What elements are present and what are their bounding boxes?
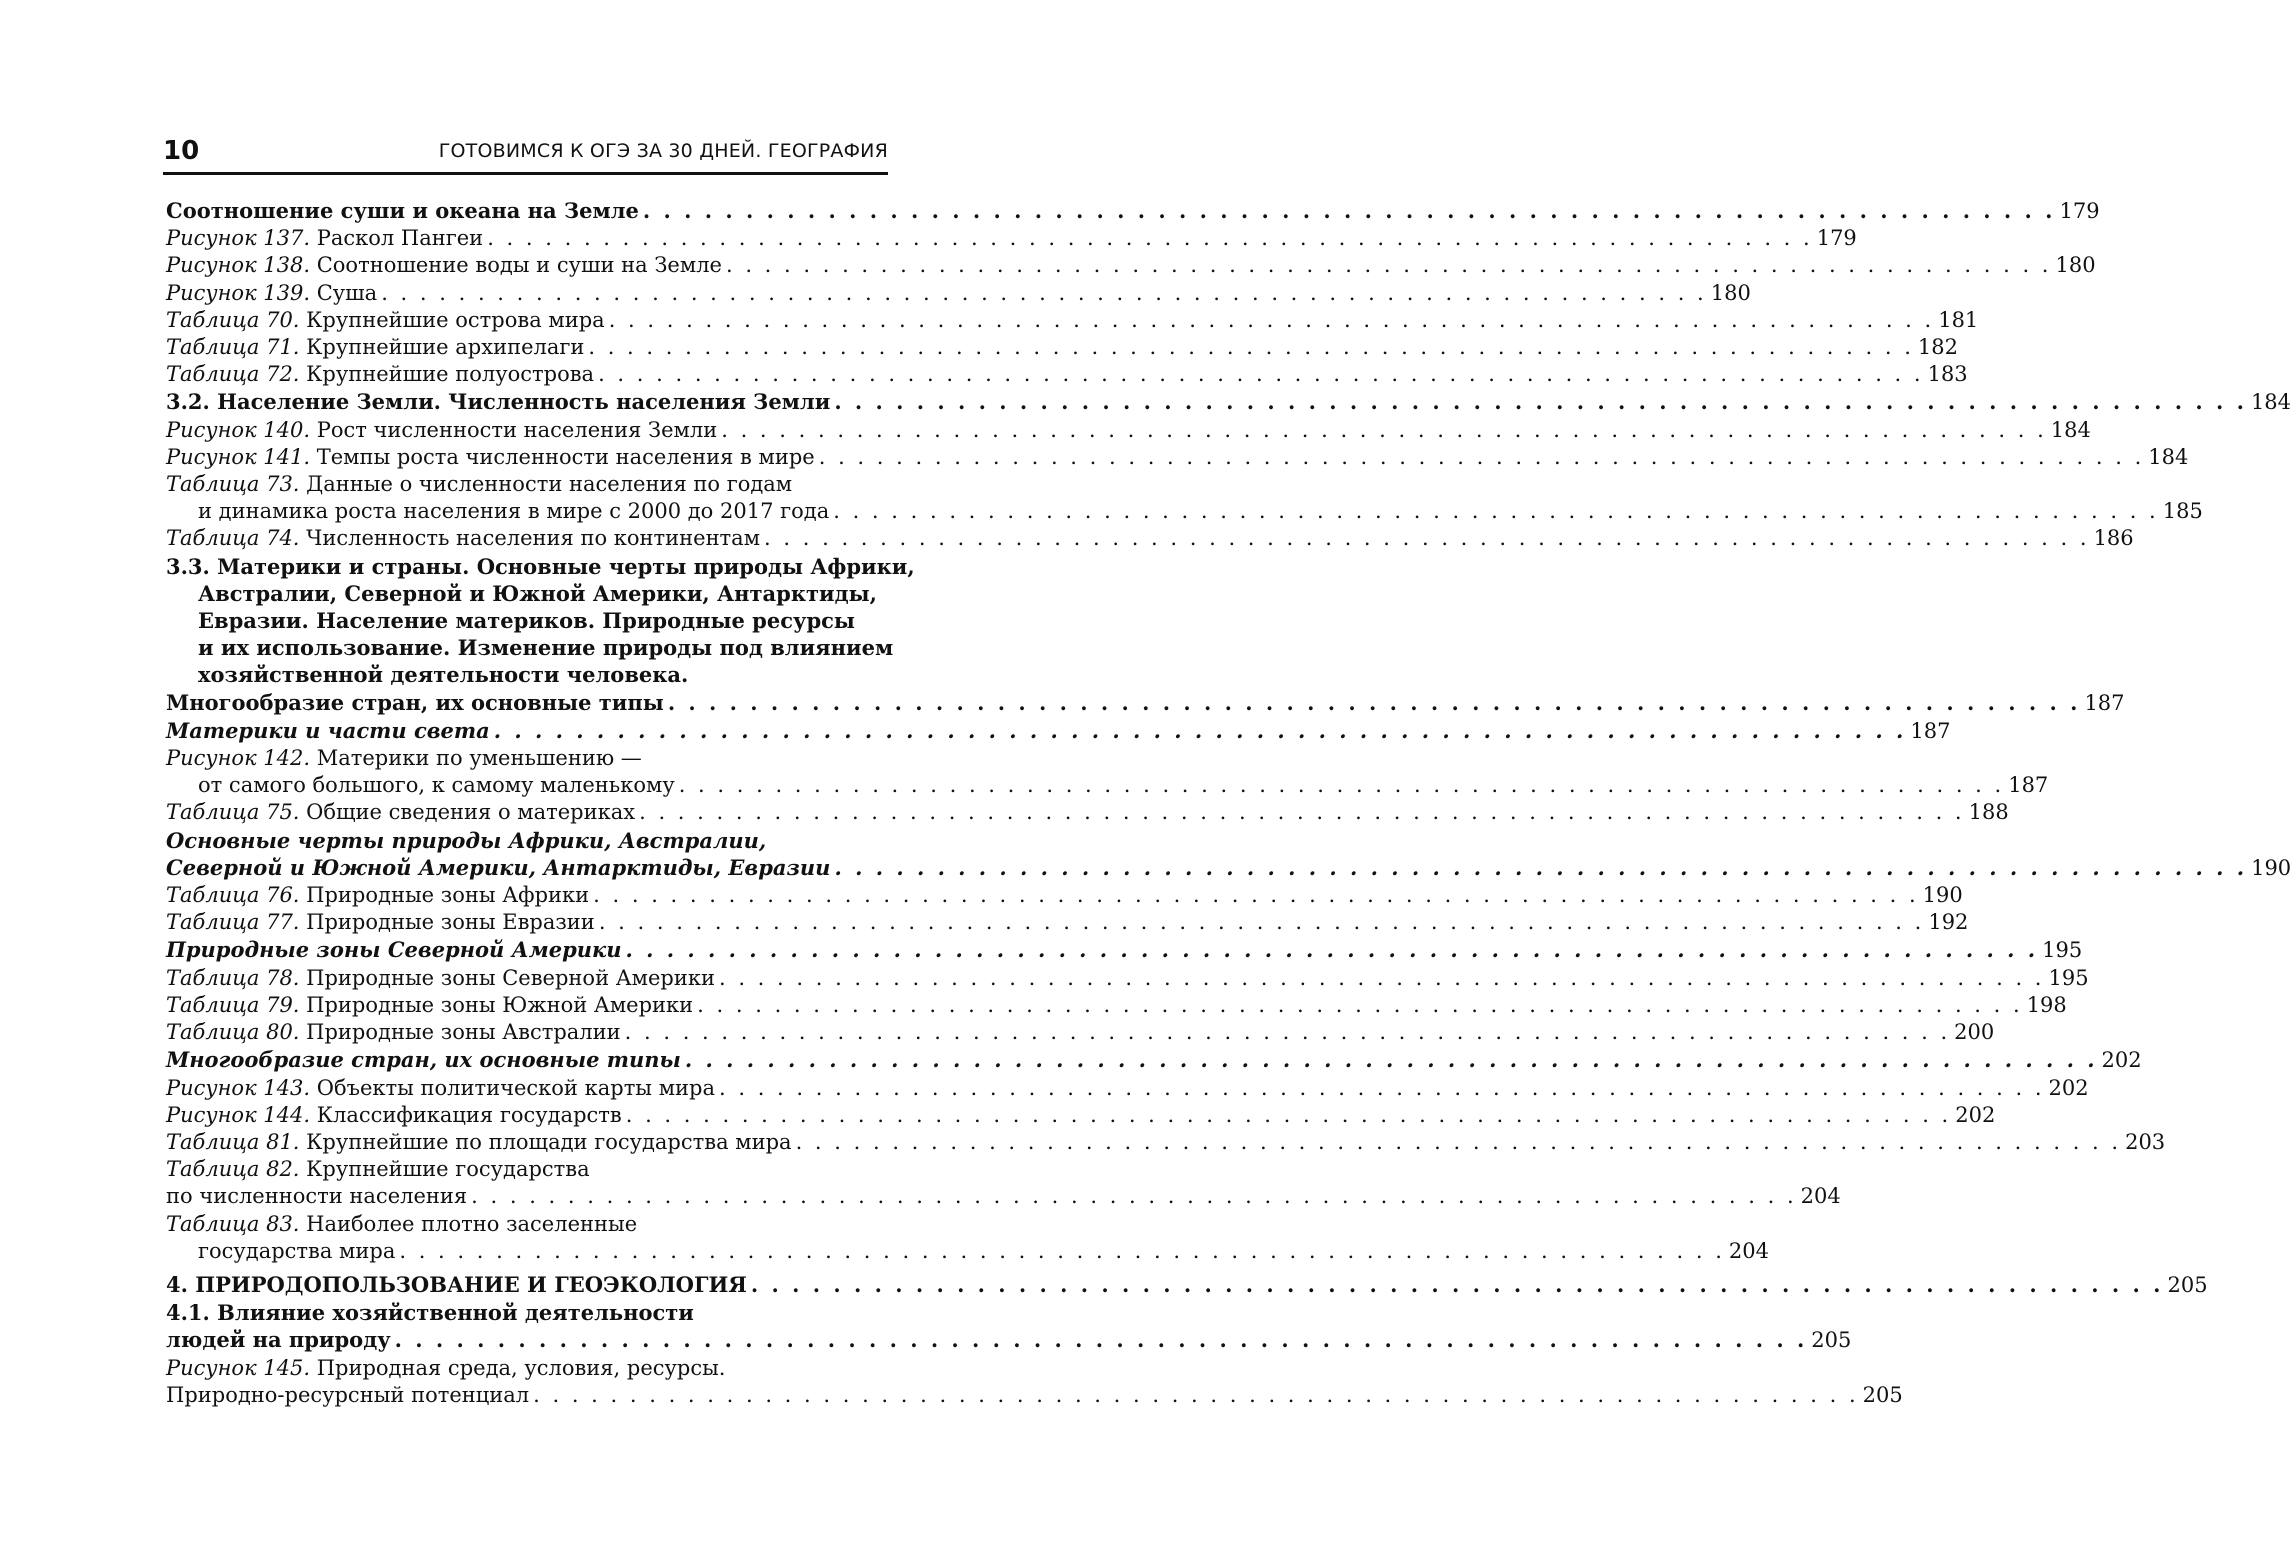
toc-entry-text (166, 280, 377, 307)
toc-line (166, 1299, 888, 1326)
dot-leader: . . . . . . . . . . . . . . . . . . . . . . . . . . . . . . . . . . . . . . . . . . . . . . . . . . . . . . . . . . . . . . . . . . . . . (394, 1327, 1808, 1353)
entry-title: Природные зоны Северной Америки (299, 965, 715, 990)
figure-table-label: Таблица 78. (166, 965, 300, 990)
entry-title: Соотношение воды и суши на Земле (310, 253, 722, 278)
toc-entry[interactable] (166, 909, 1969, 936)
toc-entry[interactable] (166, 936, 2083, 964)
toc-entry[interactable] (166, 992, 2067, 1019)
dot-leader: . . . . . . . . . . . . . . . . . . . . . . . . . . . . . . . . . . . . . . . . . . . . . . . . . . . . . . . . . . . . . . . . . . . . . (834, 389, 2247, 415)
toc-entry-text: Многообразие стран, их основные типы (166, 1047, 681, 1073)
figure-table-label: Таблица 82. (166, 1157, 300, 1182)
toc-line (166, 1382, 1903, 1409)
dot-leader: . . . . . . . . . . . . . . . . . . . . . . . . . . . . . . . . . . . . . . . . . . . . . . . . . . . . . . . . . . . . . . . . . . . . . (608, 307, 1935, 332)
figure-table-label: Таблица 71. (166, 335, 300, 360)
dot-leader: . . . . . . . . . . . . . . . . . . . . . . . . . . . . . . . . . . . . . . . . . . . . . . . . . . . . . . . . . . . . . . . . . . . . . (833, 499, 2159, 524)
entry-title: Крупнейшие острова мира (299, 307, 605, 332)
toc-line (166, 1046, 2142, 1074)
toc-entry-text (166, 1129, 792, 1156)
entry-title: Природная среда, условия, ресурсы. (310, 1355, 726, 1380)
dot-leader: . . . . . . . . . . . . . . . . . . . . . . . . . . . . . . . . . . . . . . . . . . . . . . . . . . . . . . . . . . . . . . . . . . . . . (719, 1075, 2045, 1100)
toc-page-number: 181 (1938, 307, 1979, 332)
toc-entry-text: 4. ПРИРОДОПОЛЬЗОВАНИЕ И ГЕОЭКОЛОГИЯ (166, 1271, 747, 1297)
toc-line (166, 1129, 2166, 1156)
figure-table-label: Рисунок 138. (166, 253, 311, 278)
toc-entry[interactable] (166, 1102, 1996, 1129)
toc-entry-text (166, 225, 483, 252)
toc-page-number: 179 (1816, 226, 1857, 251)
entry-title: Наиболее плотно заселенные (299, 1211, 638, 1236)
toc-page-number: 184 (2050, 417, 2091, 442)
figure-table-label: Рисунок 140. (166, 417, 311, 442)
toc-entry[interactable] (166, 444, 2189, 471)
toc-line (166, 634, 894, 661)
toc-page-number: 185 (2162, 499, 2203, 524)
toc-line (166, 417, 2091, 444)
toc-entry[interactable] (166, 882, 1963, 909)
dot-leader: . . . . . . . . . . . . . . . . . . . . . . . . . . . . . . . . . . . . . . . . . . . . . . . . . . . . . . . . . . . . . . . . . . . . . (678, 773, 2005, 798)
toc-line (166, 854, 2291, 882)
toc-entry-text (166, 1019, 621, 1046)
toc-line (166, 827, 888, 854)
dot-leader: . . . . . . . . . . . . . . . . . . . . . . . . . . . . . . . . . . . . . . . . . . . . . . . . . . . . . . . . . . . . . . . . . . . . . (642, 198, 2056, 223)
toc-entry-text: Соотношение суши и океана на Земле (166, 198, 639, 223)
toc-entry[interactable] (166, 745, 2049, 799)
page-header (163, 133, 888, 173)
dot-leader: . . . . . . . . . . . . . . . . . . . . . . . . . . . . . . . . . . . . . . . . . . . . . . . . . . . . . . . . . . . . . . . . . . . . . (818, 444, 2145, 469)
figure-table-label: Рисунок 137. (166, 226, 311, 251)
toc-line (166, 1075, 2089, 1102)
figure-table-label: Рисунок 142. (166, 746, 311, 771)
toc-line (166, 1183, 1841, 1210)
toc-line (166, 361, 1968, 388)
toc-entry[interactable] (166, 965, 2089, 992)
toc-entry-text: хозяйственной деятельности человека. (198, 662, 689, 688)
dot-leader: . . . . . . . . . . . . . . . . . . . . . . . . . . . . . . . . . . . . . . . . . . . . . . . . . . . . . . . . . . . . . . . . . . . . . (625, 937, 2039, 963)
toc-entry-text: 4.1. Влияние хозяйственной деятельности (166, 1300, 694, 1326)
toc-page-number: 187 (2084, 690, 2125, 715)
toc-entry-text: Северной и Южной Америки, Антарктиды, Евразии (166, 854, 831, 880)
toc-line (166, 936, 2083, 964)
toc-line (166, 882, 1963, 909)
entry-title: Природные зоны Южной Америки (299, 992, 694, 1017)
toc-entry-text: государства мира (198, 1238, 396, 1263)
toc-page-number: 186 (2093, 526, 2134, 551)
toc-entry[interactable] (166, 307, 1979, 334)
dot-leader: . . . . . . . . . . . . . . . . . . . . . . . . . . . . . . . . . . . . . . . . . . . . . . . . . . . . . . . . . . . . . . . . . . . . . (399, 1238, 1725, 1263)
toc-entry[interactable] (166, 252, 2096, 279)
toc-entry[interactable] (166, 525, 2134, 552)
dot-leader: . . . . . . . . . . . . . . . . . . . . . . . . . . . . . . . . . . . . . . . . . . . . . . . . . . . . . . . . . . . . . . . . . . . . . (834, 854, 2248, 880)
toc-entry-text: по численности населения (166, 1184, 468, 1209)
dot-leader: . . . . . . . . . . . . . . . . . . . . . . . . . . . . . . . . . . . . . . . . . . . . . . . . . . . . . . . . . . . . . . . . . . . . . (721, 417, 2047, 442)
toc-entry[interactable] (166, 1019, 1995, 1046)
toc-entry-text (166, 525, 760, 552)
entry-title: Крупнейшие по площади государства мира (299, 1129, 792, 1154)
dot-leader: . . . . . . . . . . . . . . . . . . . . . . . . . . . . . . . . . . . . . . . . . . . . . . . . . . . . . . . . . . . . . . . . . . . . . (624, 1020, 1951, 1045)
toc-entry[interactable] (166, 1211, 1769, 1265)
toc-entry[interactable] (166, 361, 1968, 388)
toc-entry-text: 3.3. Материки и страны. Основные черты природы Африки, (166, 553, 915, 579)
toc-entry[interactable] (166, 1156, 1841, 1210)
toc-page-number: 200 (1954, 1020, 1995, 1045)
dot-leader: . . . . . . . . . . . . . . . . . . . . . . . . . . . . . . . . . . . . . . . . . . . . . . . . . . . . . . . . . . . . . . . . . . . . . (667, 689, 2081, 715)
toc-page-number: 184 (2148, 444, 2189, 469)
toc-entry-text: Природные зоны Северной Америки (166, 937, 622, 963)
toc-page-number: 190 (1922, 883, 1963, 908)
toc-line (166, 525, 2134, 552)
toc-entry-text: людей на природу (166, 1327, 391, 1353)
toc-entry-text (166, 909, 595, 936)
dot-leader: . . . . . . . . . . . . . . . . . . . . . . . . . . . . . . . . . . . . . . . . . . . . . . . . . . . . . . . . . . . . . . . . . . . . . (598, 362, 1924, 387)
figure-table-label: Таблица 79. (166, 992, 300, 1017)
toc-entry[interactable] (166, 471, 2203, 525)
figure-table-label: Таблица 75. (166, 800, 300, 825)
entry-title: Численность населения по континентам (299, 526, 761, 551)
toc-page-number: 184 (2250, 390, 2291, 415)
entry-title: Классификация государств (310, 1102, 622, 1127)
toc-entry[interactable] (166, 717, 1951, 745)
toc-entry[interactable] (166, 1046, 2142, 1074)
toc-entry[interactable] (166, 1129, 2166, 1156)
entry-title: Темпы роста численности населения в мире (310, 444, 815, 469)
toc-entry-text: Материки и части света (166, 717, 490, 743)
dot-leader: . . . . . . . . . . . . . . . . . . . . . . . . . . . . . . . . . . . . . . . . . . . . . . . . . . . . . . . . . . . . . . . . . . . . . (471, 1184, 1797, 1209)
toc-line (166, 225, 1857, 252)
figure-table-label: Рисунок 141. (166, 444, 311, 469)
toc-line (166, 1156, 888, 1183)
dot-leader: . . . . . . . . . . . . . . . . . . . . . . . . . . . . . . . . . . . . . . . . . . . . . . . . . . . . . . . . . . . . . . . . . . . . . (593, 883, 1919, 908)
toc-page-number: 205 (1862, 1382, 1903, 1407)
toc-page-number: 204 (1728, 1238, 1769, 1263)
dot-leader: . . . . . . . . . . . . . . . . . . . . . . . . . . . . . . . . . . . . . . . . . . . . . . . . . . . . . . . . . . . . . . . . . . . . . (625, 1102, 1952, 1127)
toc-entry[interactable] (166, 225, 1857, 252)
toc-entry-text (166, 1211, 637, 1238)
page-number: 10 (163, 136, 200, 166)
toc-entry-text (166, 965, 715, 992)
figure-table-label: Таблица 74. (166, 526, 300, 551)
entry-title: Крупнейшие государства (299, 1157, 590, 1182)
figure-table-label: Рисунок 143. (166, 1075, 311, 1100)
toc-line (166, 992, 2067, 1019)
toc-entry-text: и динамика роста населения в мире с 2000 до 2017 года (198, 499, 830, 524)
entry-title: Крупнейшие архипелаги (299, 335, 585, 360)
toc-entry[interactable] (166, 553, 915, 689)
toc-entry[interactable] (166, 1299, 1852, 1354)
entry-title: Крупнейшие полуострова (299, 362, 595, 387)
toc-page-number: 190 (2251, 855, 2291, 880)
toc-line (166, 307, 1979, 334)
toc-entry[interactable] (166, 799, 2009, 826)
toc-entry-text: Многообразие стран, их основные типы (166, 689, 664, 715)
toc-entry-text: Основные черты природы Африки, Австралии, (166, 827, 767, 853)
toc-line (166, 498, 2203, 525)
toc-entry-text: 3.2. Население Земли. Численность населения Земли (166, 389, 831, 415)
toc-entry-text (166, 417, 717, 444)
toc-page-number: 180 (1710, 280, 1751, 305)
dot-leader: . . . . . . . . . . . . . . . . . . . . . . . . . . . . . . . . . . . . . . . . . . . . . . . . . . . . . . . . . . . . . . . . . . . . . (764, 526, 2090, 551)
toc-line (166, 661, 888, 688)
toc-entry-text (166, 361, 594, 388)
toc-page-number: 205 (1811, 1328, 1852, 1353)
toc-entry-text: от самого большого, к самому маленькому (198, 773, 675, 798)
toc-line (166, 909, 1969, 936)
toc-entry[interactable] (166, 388, 2291, 416)
entry-title: Объекты политической карты мира (310, 1075, 715, 1100)
toc-entry[interactable] (166, 417, 2091, 444)
figure-table-label: Таблица 72. (166, 362, 300, 387)
toc-entry[interactable] (166, 689, 2125, 717)
toc-line (166, 607, 888, 634)
toc-page-number: 202 (1955, 1102, 1996, 1127)
toc-page-number: 203 (2125, 1129, 2166, 1154)
toc-line (166, 334, 1958, 361)
dot-leader: . . . . . . . . . . . . . . . . . . . . . . . . . . . . . . . . . . . . . . . . . . . . . . . . . . . . . . . . . . . . . . . . . . . . . (493, 717, 1907, 743)
toc-entry-text (166, 1075, 715, 1102)
header-rule (163, 172, 888, 175)
dot-leader: . . . . . . . . . . . . . . . . . . . . . . . . . . . . . . . . . . . . . . . . . . . . . . . . . . . . . . . . . . . . . . . . . . . . . (598, 910, 1925, 935)
toc-line (166, 471, 888, 498)
toc-entry[interactable] (166, 827, 2291, 882)
toc-line (166, 1271, 2208, 1299)
toc-line (166, 580, 888, 607)
toc-page-number: 183 (1927, 362, 1968, 387)
toc-entry-text: Евразии. Население материков. Природные ресурсы (198, 608, 855, 634)
toc-page-number: 204 (1800, 1184, 1841, 1209)
entry-title: Суша (310, 280, 378, 305)
toc-line (166, 717, 1951, 745)
figure-table-label: Рисунок 145. (166, 1355, 311, 1380)
toc-entry-text (166, 471, 792, 498)
toc-entry[interactable] (166, 1271, 2208, 1299)
figure-table-label: Рисунок 144. (166, 1102, 311, 1127)
toc-entry-text: и их использование. Изменение природы под влиянием (198, 635, 894, 661)
toc-entry-text (166, 1156, 590, 1183)
toc-page-number: 205 (2167, 1272, 2208, 1297)
figure-table-label: Таблица 81. (166, 1129, 300, 1154)
toc-entry-text (166, 1355, 725, 1382)
toc-entry-text (166, 799, 635, 826)
dot-leader: . . . . . . . . . . . . . . . . . . . . . . . . . . . . . . . . . . . . . . . . . . . . . . . . . . . . . . . . . . . . . . . . . . . . . (725, 253, 2052, 278)
toc-entry-text (166, 307, 605, 334)
toc-line (166, 1211, 888, 1238)
toc-page-number: 195 (2048, 965, 2089, 990)
toc-line (166, 1326, 1852, 1354)
entry-title: Рост численности населения Земли (310, 417, 718, 442)
toc-line (166, 280, 1751, 307)
toc-line (166, 1019, 1995, 1046)
dot-leader: . . . . . . . . . . . . . . . . . . . . . . . . . . . . . . . . . . . . . . . . . . . . . . . . . . . . . . . . . . . . . . . . . . . . . (795, 1129, 2122, 1154)
entry-title: Природные зоны Евразии (299, 910, 595, 935)
dot-leader: . . . . . . . . . . . . . . . . . . . . . . . . . . . . . . . . . . . . . . . . . . . . . . . . . . . . . . . . . . . . . . . . . . . . . (718, 965, 2045, 990)
toc-entry[interactable] (166, 1355, 1903, 1409)
toc-line (166, 745, 888, 772)
toc-entry-text (166, 882, 589, 909)
toc-line (166, 444, 2189, 471)
toc-line (166, 1355, 888, 1382)
figure-table-label: Таблица 70. (166, 307, 300, 332)
toc-line (166, 553, 915, 580)
entry-title: Раскол Пангеи (310, 226, 484, 251)
dot-leader: . . . . . . . . . . . . . . . . . . . . . . . . . . . . . . . . . . . . . . . . . . . . . . . . . . . . . . . . . . . . . . . . . . . . . (750, 1271, 2164, 1297)
dot-leader: . . . . . . . . . . . . . . . . . . . . . . . . . . . . . . . . . . . . . . . . . . . . . . . . . . . . . . . . . . . . . . . . . . . . . (381, 280, 1707, 305)
figure-table-label: Таблица 83. (166, 1211, 300, 1236)
toc-page-number: 179 (2059, 199, 2100, 223)
table-of-contents (166, 197, 2291, 1409)
figure-table-label: Таблица 73. (166, 472, 300, 497)
toc-page-number: 192 (1928, 910, 1969, 935)
toc-line (166, 197, 2100, 225)
toc-entry[interactable] (166, 280, 1751, 307)
toc-entry-text (166, 992, 693, 1019)
toc-entry-text: Австралии, Северной и Южной Америки, Антарктиды, (198, 580, 877, 606)
toc-page-number: 182 (1917, 335, 1958, 360)
toc-page-number: 187 (2008, 773, 2049, 798)
toc-entry-text (166, 745, 642, 772)
toc-page-number: 187 (1910, 718, 1951, 743)
toc-line (166, 965, 2089, 992)
toc-line (166, 799, 2009, 826)
entry-title: Материки по уменьшению — (310, 746, 642, 771)
toc-page-number: 188 (1968, 800, 2009, 825)
toc-page-number: 198 (2026, 992, 2067, 1017)
figure-table-label: Таблица 80. (166, 1020, 300, 1045)
dot-leader: . . . . . . . . . . . . . . . . . . . . . . . . . . . . . . . . . . . . . . . . . . . . . . . . . . . . . . . . . . . . . . . . . . . . . (533, 1382, 1859, 1407)
dot-leader: . . . . . . . . . . . . . . . . . . . . . . . . . . . . . . . . . . . . . . . . . . . . . . . . . . . . . . . . . . . . . . . . . . . . . (697, 992, 2023, 1017)
figure-table-label: Таблица 77. (166, 910, 300, 935)
toc-entry[interactable] (166, 334, 1958, 361)
toc-page-number: 202 (2101, 1048, 2142, 1073)
toc-entry[interactable] (166, 197, 2100, 225)
toc-entry-text (166, 444, 815, 471)
figure-table-label: Таблица 76. (166, 883, 300, 908)
entry-title: Природные зоны Австралии (299, 1020, 621, 1045)
figure-table-label: Рисунок 139. (166, 280, 311, 305)
dot-leader: . . . . . . . . . . . . . . . . . . . . . . . . . . . . . . . . . . . . . . . . . . . . . . . . . . . . . . . . . . . . . . . . . . . . . (684, 1047, 2098, 1073)
dot-leader: . . . . . . . . . . . . . . . . . . . . . . . . . . . . . . . . . . . . . . . . . . . . . . . . . . . . . . . . . . . . . . . . . . . . . (639, 800, 1965, 825)
toc-page-number: 202 (2048, 1075, 2089, 1100)
running-title: ГОТОВИМСЯ К ОГЭ ЗА 30 ДНЕЙ. ГЕОГРАФИЯ (438, 140, 888, 162)
toc-entry-text (166, 1102, 622, 1129)
toc-line (166, 388, 2291, 416)
toc-page-number: 195 (2042, 938, 2083, 963)
toc-entry-text (166, 252, 722, 279)
toc-entry[interactable] (166, 1075, 2089, 1102)
dot-leader: . . . . . . . . . . . . . . . . . . . . . . . . . . . . . . . . . . . . . . . . . . . . . . . . . . . . . . . . . . . . . . . . . . . . . (588, 335, 1914, 360)
dot-leader: . . . . . . . . . . . . . . . . . . . . . . . . . . . . . . . . . . . . . . . . . . . . . . . . . . . . . . . . . . . . . . . . . . . . . (487, 226, 1813, 251)
toc-line (166, 252, 2096, 279)
toc-page-number: 180 (2055, 253, 2096, 278)
toc-entry-text: Природно-ресурсный потенциал (166, 1382, 530, 1407)
toc-line (166, 772, 2049, 799)
toc-line (166, 1238, 1769, 1265)
entry-title: Данные о численности населения по годам (299, 472, 793, 497)
entry-title: Общие сведения о материках (299, 800, 636, 825)
entry-title: Природные зоны Африки (299, 883, 590, 908)
toc-entry-text (166, 334, 584, 361)
toc-line (166, 1102, 1996, 1129)
toc-line (166, 689, 2125, 717)
